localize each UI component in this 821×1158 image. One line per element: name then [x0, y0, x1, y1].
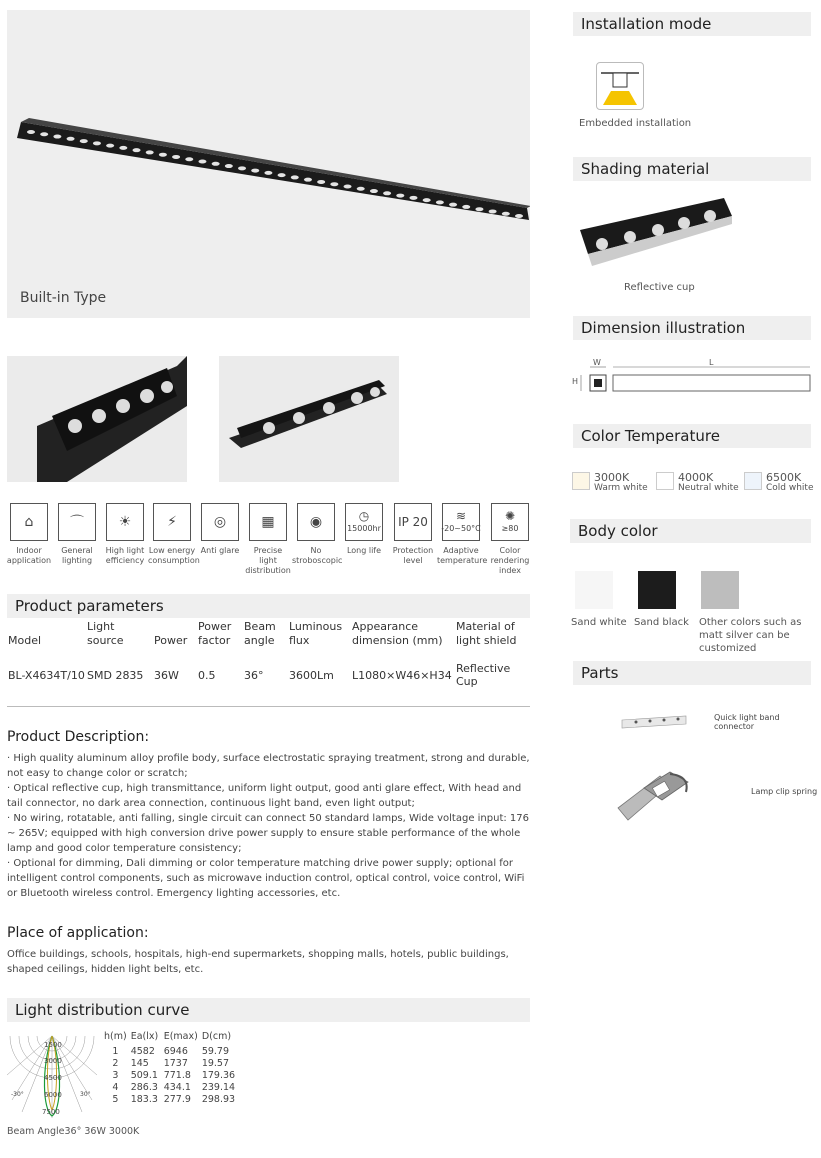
color-temp-value: 3000K	[594, 471, 630, 484]
lc-row: 3 509.1 771.8 179.36	[112, 1070, 236, 1081]
feature-label: Long life	[346, 546, 382, 555]
cup-dot	[291, 175, 299, 179]
color-temp-value: 4000K	[678, 471, 714, 484]
cup-dot	[40, 132, 48, 136]
cup-dot	[449, 203, 457, 207]
feature-item	[101, 503, 149, 566]
reflective-cup-image	[578, 194, 733, 270]
installation-caption: Embedded installation	[579, 118, 692, 129]
polar-curve	[7, 1030, 97, 1122]
light-curve-title: Light distribution curve	[7, 998, 530, 1022]
light-curve-caption: Beam Angle36° 36W 3000K	[7, 1126, 140, 1137]
feature-label: Adaptive temperature	[437, 546, 488, 565]
params-header: Beam angle	[244, 620, 276, 647]
product-detail-image-2	[219, 356, 399, 482]
lc-row: 1 4582 6946 59.79	[112, 1046, 230, 1057]
params-cell: Reflective Cup	[456, 662, 511, 688]
cup-dot	[27, 130, 35, 134]
cup-dot	[475, 207, 483, 211]
cup-dot	[330, 182, 338, 186]
feature-item	[148, 503, 200, 566]
polar-label: 4500	[44, 1074, 62, 1082]
dimension-title: Dimension illustration	[573, 316, 811, 340]
product-detail-image-1	[7, 356, 187, 482]
feature-value: 15000hr	[347, 524, 381, 533]
cup-dot	[462, 205, 470, 209]
feature-value: -20~50°C	[441, 524, 481, 533]
cup-dot	[278, 173, 286, 177]
feature-item	[389, 503, 437, 566]
params-header: Luminous flux	[289, 620, 343, 647]
description-list	[7, 751, 532, 901]
cup-dot	[264, 171, 272, 175]
body-color-label: Sand white	[571, 617, 627, 628]
cup-dot	[423, 198, 431, 202]
feature-item	[196, 503, 244, 556]
params-header-row	[8, 620, 530, 648]
angle-label: 30°	[80, 1091, 91, 1098]
params-cell: 0.5	[198, 668, 216, 682]
cup-dot	[396, 194, 404, 198]
lc-header: h(m)	[104, 1031, 127, 1042]
clock-icon: ◷ 15000hr	[345, 503, 383, 541]
cup-dot	[370, 189, 378, 193]
feature-item	[486, 503, 534, 576]
feature-item	[53, 503, 101, 566]
feature-label: High light efficiency	[105, 546, 145, 565]
cup-dot	[489, 209, 497, 213]
feature-item	[5, 503, 53, 566]
feature-item	[244, 503, 292, 576]
part-label: Quick light band connector	[714, 713, 780, 731]
color-swatch	[744, 472, 762, 490]
feature-label: General lighting	[61, 546, 93, 565]
cup-dot	[383, 191, 391, 195]
installation-title: Installation mode	[573, 12, 811, 36]
bulb-icon: ☀	[106, 503, 144, 541]
lc-row: 2 145 1737 19.57	[112, 1058, 230, 1069]
params-cell: 36W	[154, 668, 179, 682]
grid-icon: ▦	[249, 503, 287, 541]
description-item: · Optional for dimming, Dali dimming or color temperature matching drive power supply; optional for intelligent control components, such as microwave induction control, optical control, voice control, WiFi or Bluetooth wireless control. Emergency lighting accessories, etc.	[7, 858, 525, 899]
color-temp-name: Cold white	[766, 483, 814, 493]
shading-title: Shading material	[573, 157, 811, 181]
color-temp-option	[656, 472, 739, 494]
cup-dot	[133, 148, 141, 152]
application-text: Office buildings, schools, hospitals, high-end supermarkets, shopping malls, hotels, public buildings, shaped ceilings, hidden light belts, etc.	[7, 949, 509, 975]
params-header: Power	[154, 634, 188, 647]
color-swatch	[572, 472, 590, 490]
energy-icon: ⚡	[153, 503, 191, 541]
params-header: Light source	[87, 620, 124, 647]
lc-header: D(cm)	[201, 1031, 232, 1042]
color-temp-name: Neutral white	[678, 483, 739, 493]
cup-dot	[251, 169, 259, 173]
connector-image	[620, 714, 688, 730]
cup-dot	[93, 141, 101, 145]
color-temp-value: 6500K	[766, 471, 802, 484]
cup-dot	[436, 200, 444, 204]
description-item: · No wiring, rotatable, anti falling, single circuit can connect 50 standard lamps, Wide voltage input: 176 ~ 265V; equipped with high conversion drive power supply to ensure stable performance of the whole lamp and good color temperature consistency;	[7, 813, 530, 854]
cup-dot	[344, 184, 352, 188]
cup-dot	[212, 162, 220, 166]
embedded-install-icon	[596, 62, 644, 110]
eye-icon: ◉	[297, 503, 335, 541]
clip-spring-image	[614, 768, 694, 828]
cup-dot	[304, 178, 312, 182]
params-cell: SMD 2835	[87, 668, 144, 682]
polar-label: 1500	[44, 1041, 62, 1049]
cup-dot	[502, 212, 510, 216]
cup-dot	[146, 150, 154, 154]
color-temp-option	[572, 472, 648, 494]
body-color-title: Body color	[570, 519, 811, 543]
params-header: Power factor	[198, 620, 232, 647]
params-cell: 36°	[244, 668, 264, 682]
params-header: Appearance dimension (mm)	[352, 620, 443, 647]
hero-image	[7, 10, 530, 318]
ip-icon	[394, 503, 432, 541]
body-color-label: Other colors such as matt silver can be customized	[699, 617, 802, 654]
color-swatch	[656, 472, 674, 490]
color-temp-title: Color Temperature	[573, 424, 811, 448]
params-header: Model	[8, 634, 42, 647]
cup-dot	[172, 155, 180, 159]
part-label: Lamp clip spring	[751, 787, 818, 796]
polar-label: 3000	[44, 1057, 62, 1065]
indoor-icon: ⌂	[10, 503, 48, 541]
params-cell: 3600Lm	[289, 668, 334, 682]
params-header: Material of light shield	[456, 620, 517, 647]
feature-label: No stroboscopic	[292, 546, 343, 565]
dim-w-label: W	[593, 358, 601, 367]
params-cell: L1080×W46×H34	[352, 668, 452, 682]
cup-dot	[159, 153, 167, 157]
feature-label: Indoor application	[6, 546, 52, 565]
cup-dot	[409, 196, 417, 200]
divider	[7, 706, 530, 707]
dim-h-label: H	[572, 377, 579, 386]
polar-label: 6000	[44, 1091, 62, 1099]
dimension-diagram	[570, 355, 815, 400]
application-title: Place of application:	[7, 925, 149, 941]
cup-dot	[515, 214, 523, 218]
cup-dot	[198, 160, 206, 164]
lc-row: 5 183.3 277.9 298.93	[112, 1094, 236, 1105]
feature-label: Protection level	[392, 546, 434, 565]
polar-label: 7500	[42, 1108, 60, 1116]
roof-icon: ⌒	[58, 503, 96, 541]
lc-header: E(max)	[163, 1031, 198, 1042]
temperature-icon: ≋ -20~50°C	[442, 503, 480, 541]
params-title: Product parameters	[7, 594, 530, 618]
cup-dot	[225, 164, 233, 168]
feature-item	[437, 503, 488, 566]
hero-label: Built-in Type	[20, 290, 107, 306]
feature-label: Anti glare	[200, 546, 240, 555]
feature-item	[340, 503, 388, 556]
cup-dot	[317, 180, 325, 184]
params-table	[8, 620, 530, 688]
description-item: · Optical reflective cup, high transmittance, uniform light output, good anti glare effect, With head and tail connector, no dark area connection, continuous light band, even light output;	[7, 783, 522, 809]
body-color-swatch	[701, 571, 739, 609]
cup-dot	[185, 157, 193, 161]
feature-value: ≥80	[501, 524, 519, 533]
body-color-swatch	[638, 571, 676, 609]
body-color-swatch	[575, 571, 613, 609]
cup-dot	[357, 187, 365, 191]
lc-header: Ea(lx)	[130, 1031, 159, 1042]
cup-dot	[67, 137, 75, 141]
shading-caption: Reflective cup	[624, 282, 695, 293]
cup-dot	[119, 146, 127, 150]
sun-icon: ✺ ≥80	[491, 503, 529, 541]
lc-row: 4 286.3 434.1 239.14	[112, 1082, 236, 1093]
parts-title: Parts	[573, 661, 811, 685]
body-color-label: Sand black	[634, 617, 689, 628]
description-title: Product Description:	[7, 729, 150, 745]
color-temp-option	[744, 472, 814, 494]
color-temp-name: Warm white	[594, 483, 648, 493]
cup-dot	[238, 166, 246, 170]
linear-light-illustration	[7, 10, 530, 318]
cup-dot	[53, 135, 61, 139]
description-item: · High quality aluminum alloy profile body, surface electrostatic spraying treatment, strong and durable, not easy to change color or scratch;	[7, 753, 530, 779]
illuminance-table	[104, 1031, 239, 1106]
params-cell: BL-X4634T/10	[8, 668, 85, 682]
feature-item	[292, 503, 343, 566]
feature-label: Precise light distribution	[245, 546, 291, 575]
cup-dot	[80, 139, 88, 143]
feature-value: IP 20	[398, 515, 428, 529]
params-data-row	[8, 648, 530, 688]
feature-label: Low energy consumption	[148, 546, 200, 565]
feature-label: Color rendering index	[490, 546, 530, 575]
angle-label: -30°	[11, 1091, 24, 1098]
anti-glare-icon: ◎	[201, 503, 239, 541]
dim-l-label: L	[709, 358, 714, 367]
cup-dot	[106, 144, 114, 148]
